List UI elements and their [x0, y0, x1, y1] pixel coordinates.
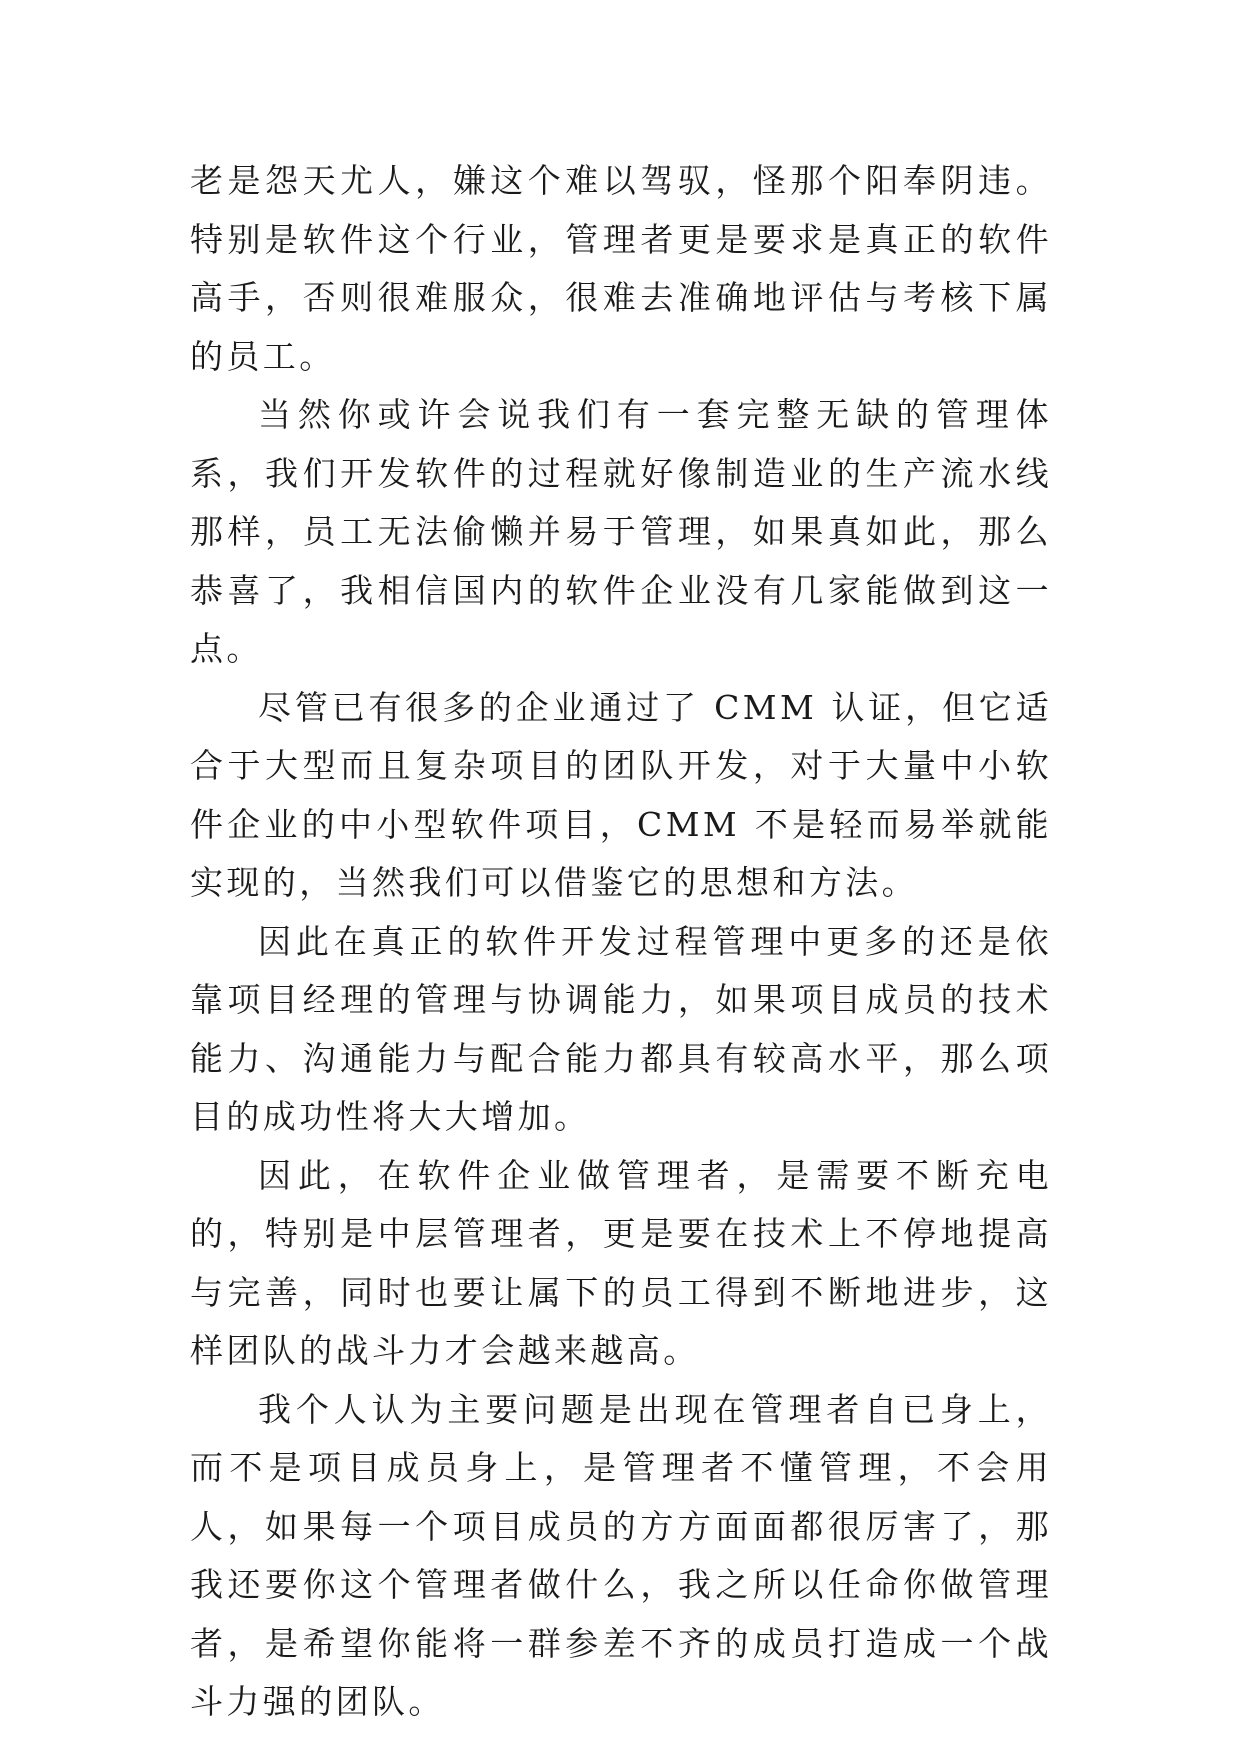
paragraph-2: 当然你或许会说我们有一套完整无缺的管理体系，我们开发软件的过程就好像制造业的生产流水线那样，员工无法偷懒并易于管理，如果真如此，那么恭喜了，我相信国内的软件企业没有几家能做到这一点。: [190, 395, 1052, 668]
paragraph-3: 尽管已有很多的企业通过了 CMM 认证，但它适合于大型而且复杂项目的团队开发，对于大量中小软件企业的中小型软件项目，CMM 不是轻而易举就能实现的，当然我们可以借鉴它的思想和方法。: [190, 687, 1052, 902]
paragraph-4: 因此在真正的软件开发过程管理中更多的还是依靠项目经理的管理与协调能力，如果项目成员的技术能力、沟通能力与配合能力都具有较高水平，那么项目的成功性将大大增加。: [190, 921, 1052, 1136]
paragraph-6: 我个人认为主要问题是出现在管理者自已身上，而不是项目成员身上，是管理者不懂管理，不会用人，如果每一个项目成员的方方面面都很厉害了，那我还要你这个管理者做什么，我之所以任命你做管理者，是希望你能将一群参差不齐的成员打造成一个战斗力强的团队。: [190, 1389, 1052, 1721]
paragraph-5: 因此，在软件企业做管理者，是需要不断充电的，特别是中层管理者，更是要在技术上不停地提高与完善，同时也要让属下的员工得到不断地进步，这样团队的战斗力才会越来越高。: [190, 1155, 1052, 1370]
document-body: [190, 152, 1052, 1732]
paragraph-1: 老是怨天尤人，嫌这个难以驾驭，怪那个阳奉阴违。特别是软件这个行业，管理者更是要求是真正的软件高手，否则很难服众，很难去准确地评估与考核下属的员工。: [190, 161, 1052, 376]
